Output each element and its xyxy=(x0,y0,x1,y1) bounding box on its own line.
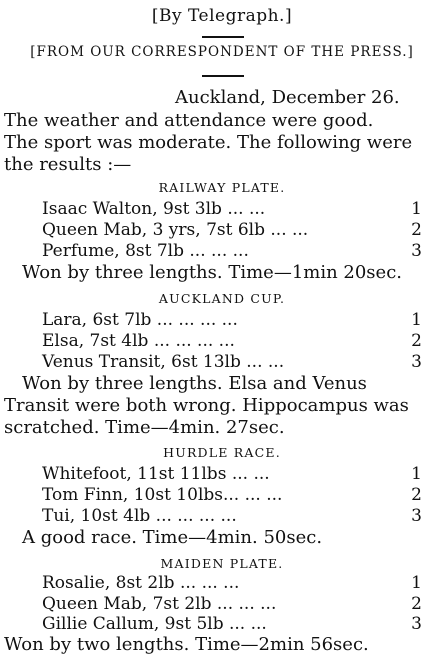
horse-name: Queen Mab, 7st 2lb ... ... ... xyxy=(42,594,277,614)
placing: 3 xyxy=(411,506,422,526)
intro-line: The sport was moderate. The following were xyxy=(4,132,413,153)
race-result: Transit were both wrong. Hippocampus was xyxy=(4,395,409,416)
placing: 2 xyxy=(411,485,422,505)
placing: 1 xyxy=(411,199,422,219)
horse-name: Rosalie, 8st 2lb ... ... ... xyxy=(42,573,240,593)
placing: 1 xyxy=(411,573,422,593)
title-divider xyxy=(202,36,244,38)
race-entry xyxy=(42,241,422,261)
race-entry xyxy=(42,464,422,484)
intro-line: the results :— xyxy=(4,154,132,175)
race-entry xyxy=(42,506,422,526)
placing: 2 xyxy=(411,220,422,240)
race-entry xyxy=(42,310,422,330)
horse-name: Queen Mab, 3 yrs, 7st 6lb ... ... xyxy=(42,220,309,240)
race-result: Won by three lengths. Elsa and Venus xyxy=(22,373,367,394)
horse-name: Isaac Walton, 9st 3lb ... ... xyxy=(42,199,266,219)
race-entry xyxy=(42,594,422,614)
race-entry xyxy=(42,352,422,372)
horse-name: Whitefoot, 11st 11lbs ... ... xyxy=(42,464,270,484)
correspondent-line: [FROM OUR CORRESPONDENT OF THE PRESS.] xyxy=(30,44,414,60)
race-result: Won by two lengths. Time—2min 56sec. xyxy=(4,634,369,655)
race-heading: RAILWAY PLATE. xyxy=(158,180,286,195)
race-heading: MAIDEN PLATE. xyxy=(160,556,284,571)
placing: 2 xyxy=(411,331,422,351)
race-entry xyxy=(42,614,422,634)
subtitle-divider xyxy=(202,75,244,77)
horse-name: Elsa, 7st 4lb ... ... ... ... xyxy=(42,331,235,351)
race-result: scratched. Time—4min. 27sec. xyxy=(4,417,285,438)
placing: 1 xyxy=(411,464,422,484)
placing: 1 xyxy=(411,310,422,330)
race-entry xyxy=(42,485,422,505)
race-entry xyxy=(42,573,422,593)
placing: 2 xyxy=(411,594,422,614)
horse-name: Venus Transit, 6st 13lb ... ... xyxy=(42,352,285,372)
dateline: Auckland, December 26. xyxy=(175,87,400,108)
race-entry xyxy=(42,199,422,219)
horse-name: Lara, 6st 7lb ... ... ... ... xyxy=(42,310,238,330)
race-entry xyxy=(42,331,422,351)
horse-name: Perfume, 8st 7lb ... ... ... xyxy=(42,241,249,261)
race-result: A good race. Time—4min. 50sec. xyxy=(22,527,323,548)
race-entry xyxy=(42,220,422,240)
intro-line: The weather and attendance were good. xyxy=(4,110,374,131)
placing: 3 xyxy=(411,614,422,634)
race-result: Won by three lengths. Time—1min 20sec. xyxy=(22,262,403,283)
placing: 3 xyxy=(411,241,422,261)
horse-name: Tom Finn, 10st 10lbs... ... ... xyxy=(42,485,283,505)
placing: 3 xyxy=(411,352,422,372)
horse-name: Gillie Callum, 9st 5lb ... ... xyxy=(42,614,267,634)
race-heading: AUCKLAND CUP. xyxy=(158,291,286,306)
section-title: [By Telegraph.] xyxy=(151,6,293,26)
race-heading: HURDLE RACE. xyxy=(163,445,281,460)
horse-name: Tui, 10st 4lb ... ... ... ... xyxy=(42,506,237,526)
